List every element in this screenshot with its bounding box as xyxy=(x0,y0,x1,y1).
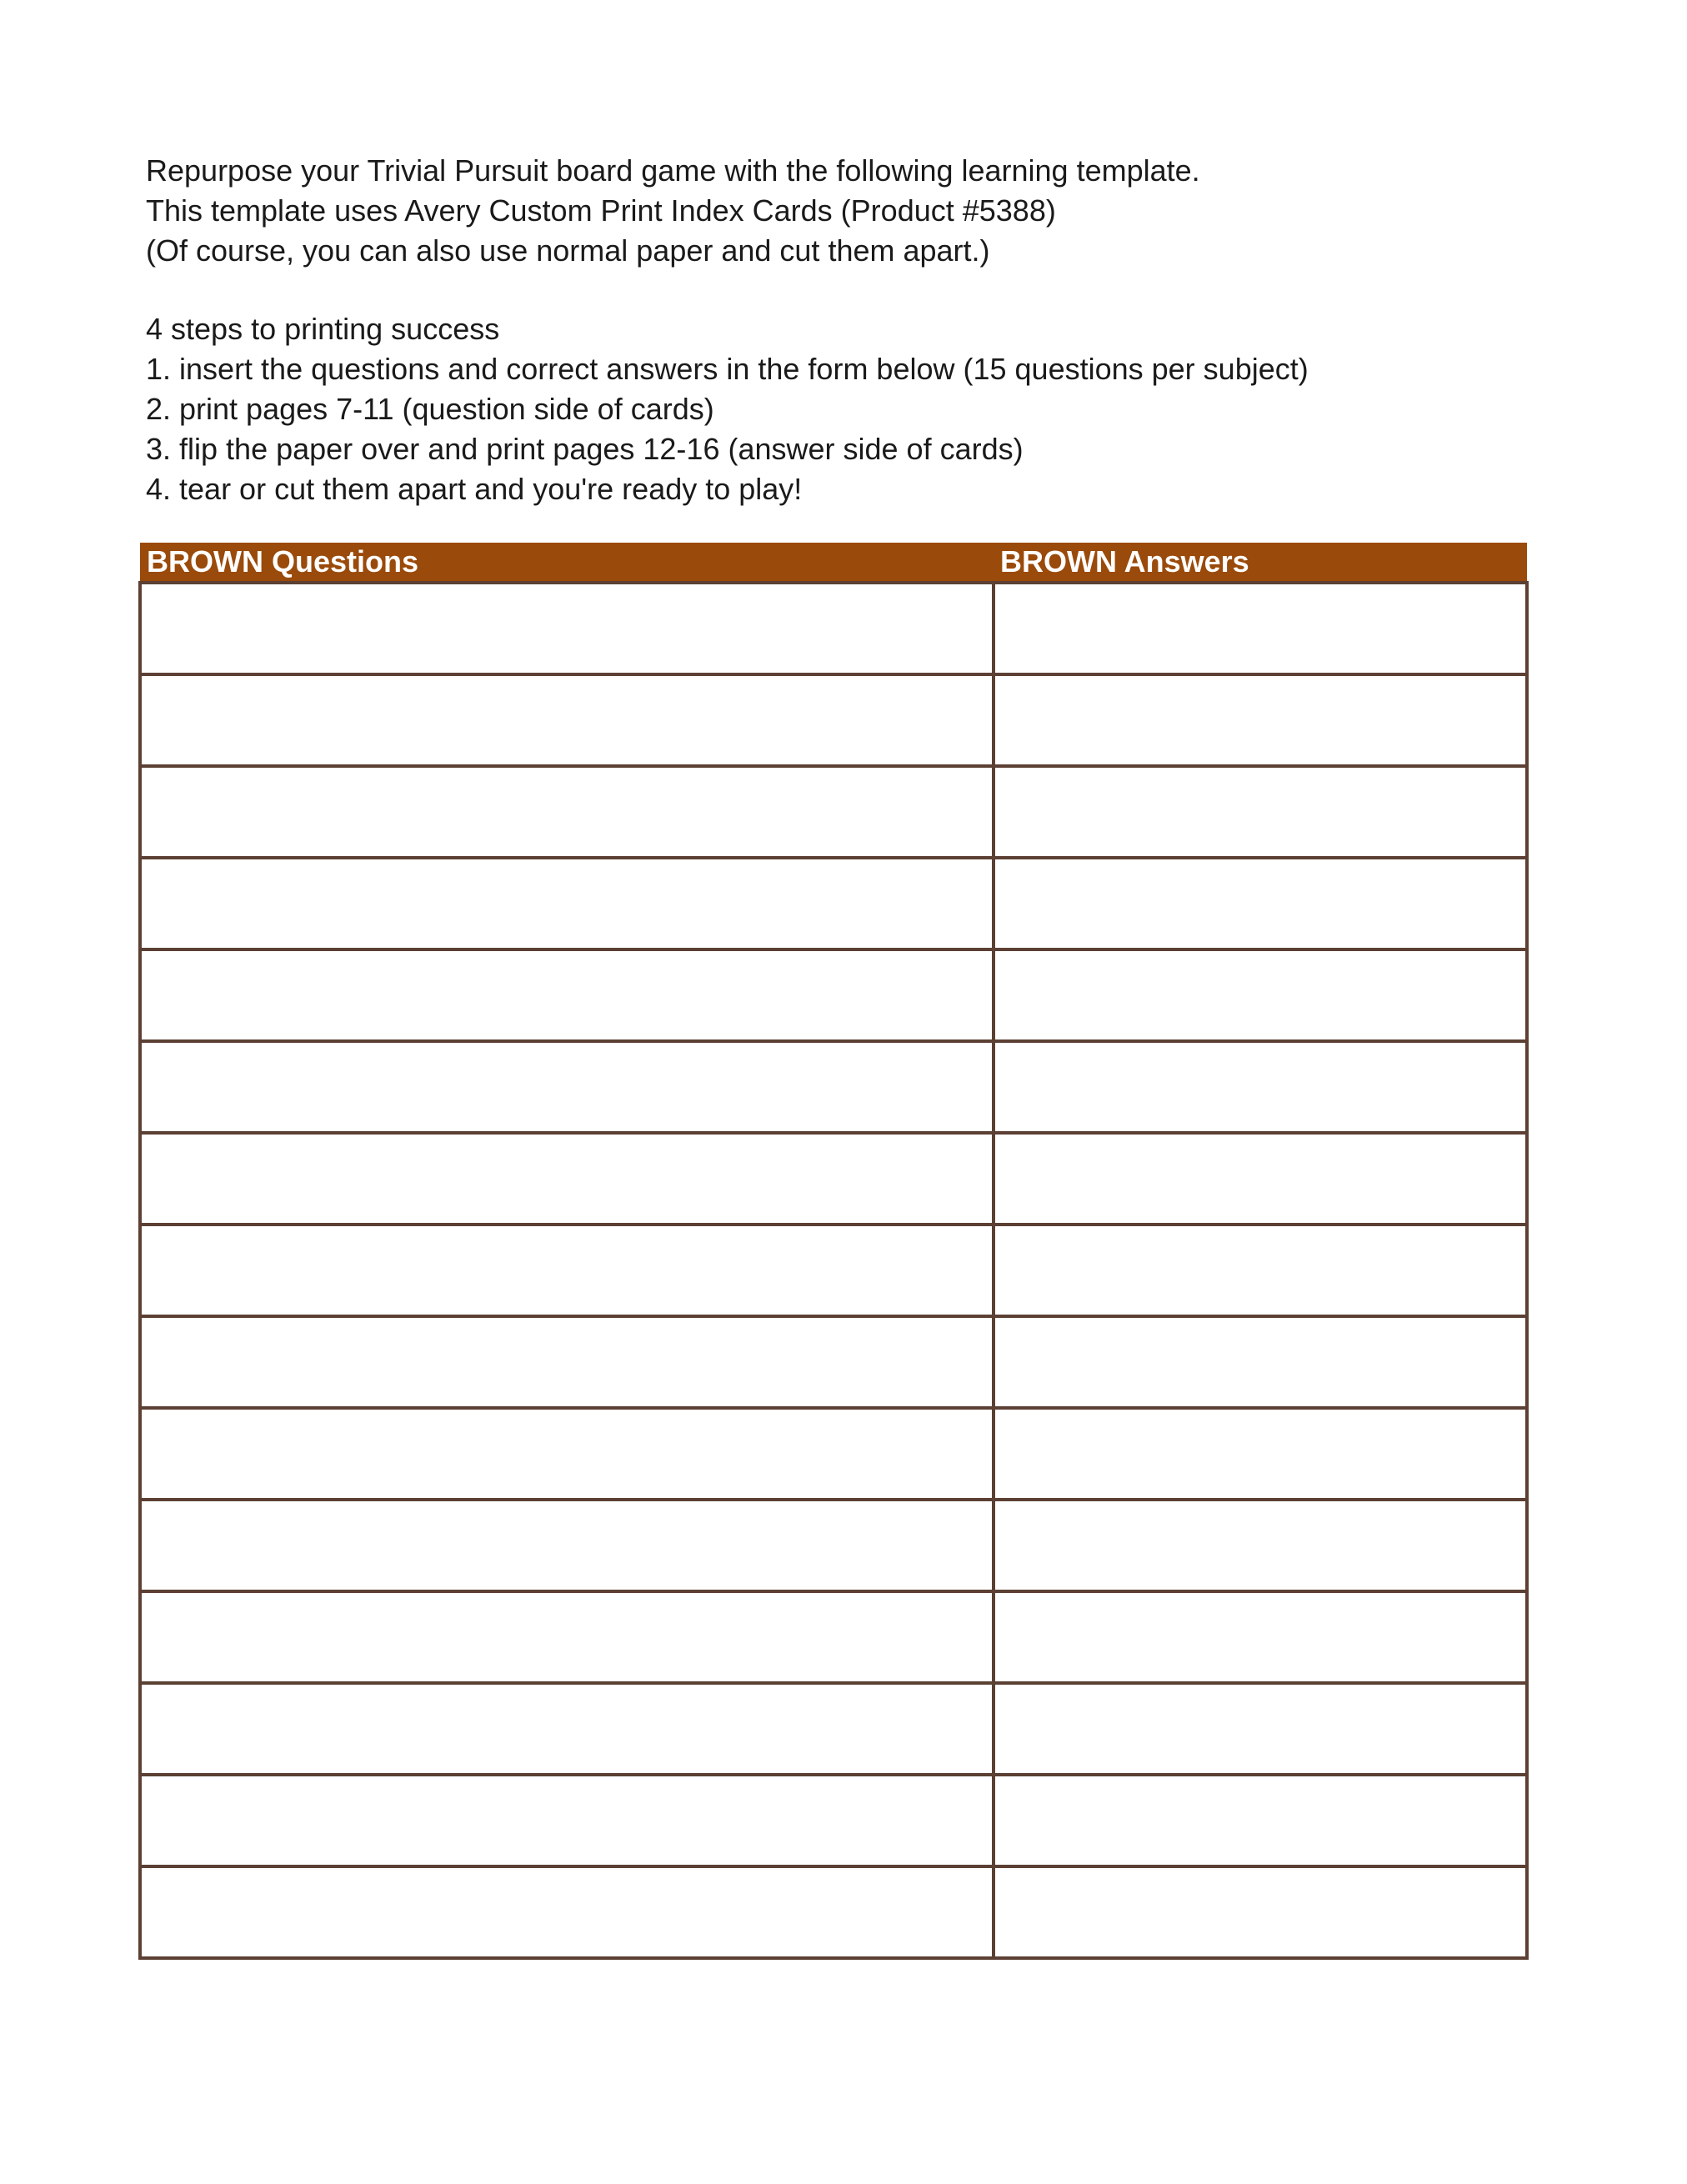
table-row xyxy=(140,766,1527,858)
answer-cell[interactable] xyxy=(994,674,1527,766)
answer-cell[interactable] xyxy=(994,949,1527,1041)
question-cell[interactable] xyxy=(140,1866,994,1958)
table-row xyxy=(140,1408,1527,1500)
answer-cell[interactable] xyxy=(994,583,1527,674)
table-header-row xyxy=(140,543,1527,583)
question-cell[interactable] xyxy=(140,858,994,949)
instructions xyxy=(146,151,1309,509)
answer-cell[interactable] xyxy=(994,766,1527,858)
answer-cell[interactable] xyxy=(994,858,1527,949)
table-row xyxy=(140,1133,1527,1225)
question-cell[interactable] xyxy=(140,1225,994,1316)
table-row xyxy=(140,583,1527,674)
header-answers: BROWN Answers xyxy=(994,543,1527,583)
answer-cell[interactable] xyxy=(994,1500,1527,1591)
intro-line: (Of course, you can also use normal paper and cut them apart.) xyxy=(146,233,990,268)
steps-title: 4 steps to printing success xyxy=(146,312,500,346)
answer-cell[interactable] xyxy=(994,1225,1527,1316)
question-cell[interactable] xyxy=(140,1041,994,1133)
question-cell[interactable] xyxy=(140,1316,994,1408)
table-row xyxy=(140,1866,1527,1958)
table-row xyxy=(140,1591,1527,1683)
question-cell[interactable] xyxy=(140,1133,994,1225)
step: 4. tear or cut them apart and you're ready to play! xyxy=(146,472,803,506)
answer-cell[interactable] xyxy=(994,1683,1527,1775)
question-cell[interactable] xyxy=(140,674,994,766)
table-row xyxy=(140,1316,1527,1408)
table-row xyxy=(140,1225,1527,1316)
table-row xyxy=(140,1775,1527,1866)
intro-line: Repurpose your Trivial Pursuit board game with the following learning template. xyxy=(146,153,1200,188)
intro-line: This template uses Avery Custom Print Index Cards (Product #5388) xyxy=(146,193,1056,228)
answer-cell[interactable] xyxy=(994,1591,1527,1683)
step: 2. print pages 7-11 (question side of cards) xyxy=(146,392,714,426)
table-row xyxy=(140,858,1527,949)
table-row xyxy=(140,674,1527,766)
header-questions: BROWN Questions xyxy=(140,543,994,583)
qa-table xyxy=(138,543,1529,1960)
answer-cell[interactable] xyxy=(994,1041,1527,1133)
question-cell[interactable] xyxy=(140,1591,994,1683)
question-cell[interactable] xyxy=(140,583,994,674)
question-cell[interactable] xyxy=(140,1408,994,1500)
question-cell[interactable] xyxy=(140,1500,994,1591)
step: 3. flip the paper over and print pages 12-16 (answer side of cards) xyxy=(146,432,1024,466)
answer-cell[interactable] xyxy=(994,1316,1527,1408)
question-cell[interactable] xyxy=(140,1683,994,1775)
table-row xyxy=(140,1500,1527,1591)
step: 1. insert the questions and correct answers in the form below (15 questions per subject) xyxy=(146,352,1309,386)
question-cell[interactable] xyxy=(140,949,994,1041)
answer-cell[interactable] xyxy=(994,1775,1527,1866)
table-row xyxy=(140,1683,1527,1775)
table-row xyxy=(140,949,1527,1041)
answer-cell[interactable] xyxy=(994,1408,1527,1500)
question-cell[interactable] xyxy=(140,766,994,858)
question-cell[interactable] xyxy=(140,1775,994,1866)
table-row xyxy=(140,1041,1527,1133)
answer-cell[interactable] xyxy=(994,1133,1527,1225)
answer-cell[interactable] xyxy=(994,1866,1527,1958)
